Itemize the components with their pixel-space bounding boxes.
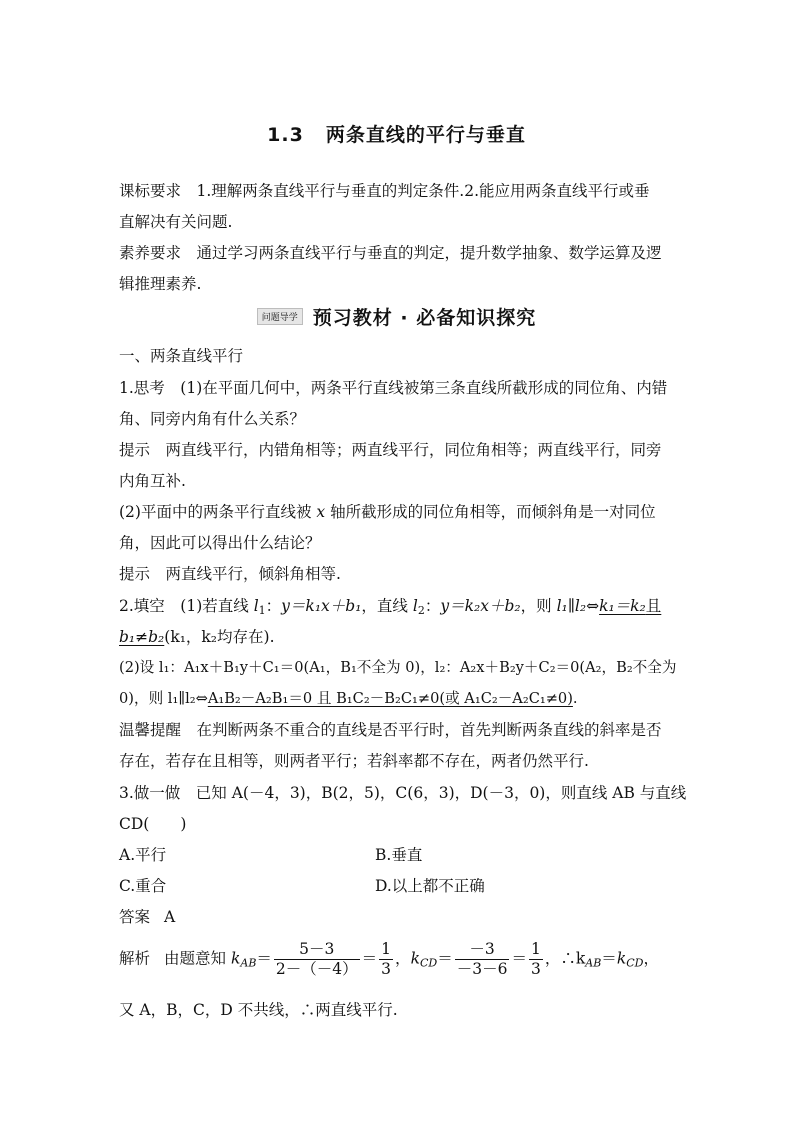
question1-line1: 1.思考 (1)在平面几何中，两条平行直线被第三条直线所截形成的同位角、内错 [119,379,668,397]
question2-line2: b₁≠b₂(k₁，k₂均存在). [119,628,275,646]
section-number: 1.3 [267,124,304,146]
analysis-label: 解析 [119,949,151,968]
question1-line2: 角、同旁内角有什么关系？ [119,410,306,428]
option-a: A.平行 [119,846,167,864]
option-b: B.垂直 [375,846,423,864]
reminder-line2: 存在，若存在且相等，则两者平行；若斜率都不存在，两者仍然平行. [119,752,589,770]
question2-part2-line1: (2)设 l₁：A₁x＋B₁y＋C₁＝0(A₁，B₁不全为 0)，l₂：A₂x＋B₂y＋C₂＝0(A₂，B₂不全为 [119,659,677,676]
question1-part2-line2: 角，因此可以得出什么结论？ [119,534,321,552]
answer-line [119,907,679,927]
answer-value: A [164,908,176,926]
section-heading: 一、两条直线平行 [119,347,244,365]
question2-part2-line2: 0)，则 l₁∥l₂⇔A₁B₂－A₂B₁＝0 且 B₁C₂－B₂C₁≠0(或 A₁C₂－A₂C₁≠0). [119,690,578,707]
question3-line1: 3.做一做 已知 A(－4，3)，B(2，5)，C(6，3)，D(－3，0)，则直线 AB 与直线 [119,784,687,802]
question1-part2-line1: (2)平面中的两条平行直线被 x 轴所截形成的同位角相等，而倾斜角是一对同位 [119,503,656,521]
x-axis-var: x [316,503,326,521]
literacy-requirement-line1: 素养要求 通过学习两条直线平行与垂直的判定，提升数学抽象、数学运算及逻 [119,244,662,262]
fraction-slope-ab: $\frac{5-3}{2-(-4)}$ [275,940,358,978]
fraction-slope-cd: $\frac{-3}{-3-6}$ [456,940,508,978]
page-title [0,120,793,147]
hint2: 提示 两直线平行，倾斜角相等. [119,565,341,583]
question2-line1: 2.填空 (1)若直线 $l_1$：y＝k₁x＋b₁，直线 $l_2$：y＝k₂x＋b₂，则 l₁∥l₂⇔k₁＝k₂且 [119,597,662,617]
literacy-requirement-line2: 辑推理素养. [119,275,202,293]
analysis-line1: 解析 由题意知 $k_{AB}=$ $\frac{5-3}{2-(-4)}$ ＝ $\frac{1}{3}$ ，$k_{CD}=$ $\frac{-3}{-3-6}$ ＝ $\frac{1}{3}$ ，$\therefore k_{AB}=k_{CD}$， [119,940,659,978]
answer-label: 答案 [119,908,151,926]
reminder-line1: 温馨提醒 在判断两条不重合的直线是否平行时，首先判断两条直线的斜率是否 [119,721,662,739]
fraction-one-third-2: $\frac{1}{3}$ [530,940,541,978]
hint1-line1: 提示 两直线平行，内错角相等；两直线平行，同位角相等；两直线平行，同旁 [119,441,662,459]
fraction-one-third-1: $\frac{1}{3}$ [381,940,392,978]
answer-blank-2: b₁≠b₂ [119,628,165,646]
answer-blank-3: A₁B₂－A₂B₁＝0 且 B₁C₂－B₂C₁≠0(或 A₁C₂－A₂C₁≠0) [207,690,573,707]
curriculum-requirement-line2: 直解决有关问题. [119,213,233,231]
option-c: C.重合 [119,877,167,895]
banner-title: 预习教材 · 必备知识探究 [312,307,537,329]
banner-tag: 问题导学 [257,308,303,325]
option-d: D.以上都不正确 [375,877,485,895]
curriculum-requirement-line1: 课标要求 1.理解两条直线平行与垂直的判定条件.2.能应用两条直线平行或垂 [119,182,650,200]
answer-blank-1: k₁＝k₂ [599,597,646,615]
section-banner [0,303,793,330]
hint1-line2: 内角互补. [119,472,186,490]
question3-line2: CD( ) [119,815,187,833]
analysis-line2: 又 A，B，C，D 不共线，∴两直线平行. [119,1001,398,1019]
section-title: 两条直线的平行与垂直 [325,124,526,146]
